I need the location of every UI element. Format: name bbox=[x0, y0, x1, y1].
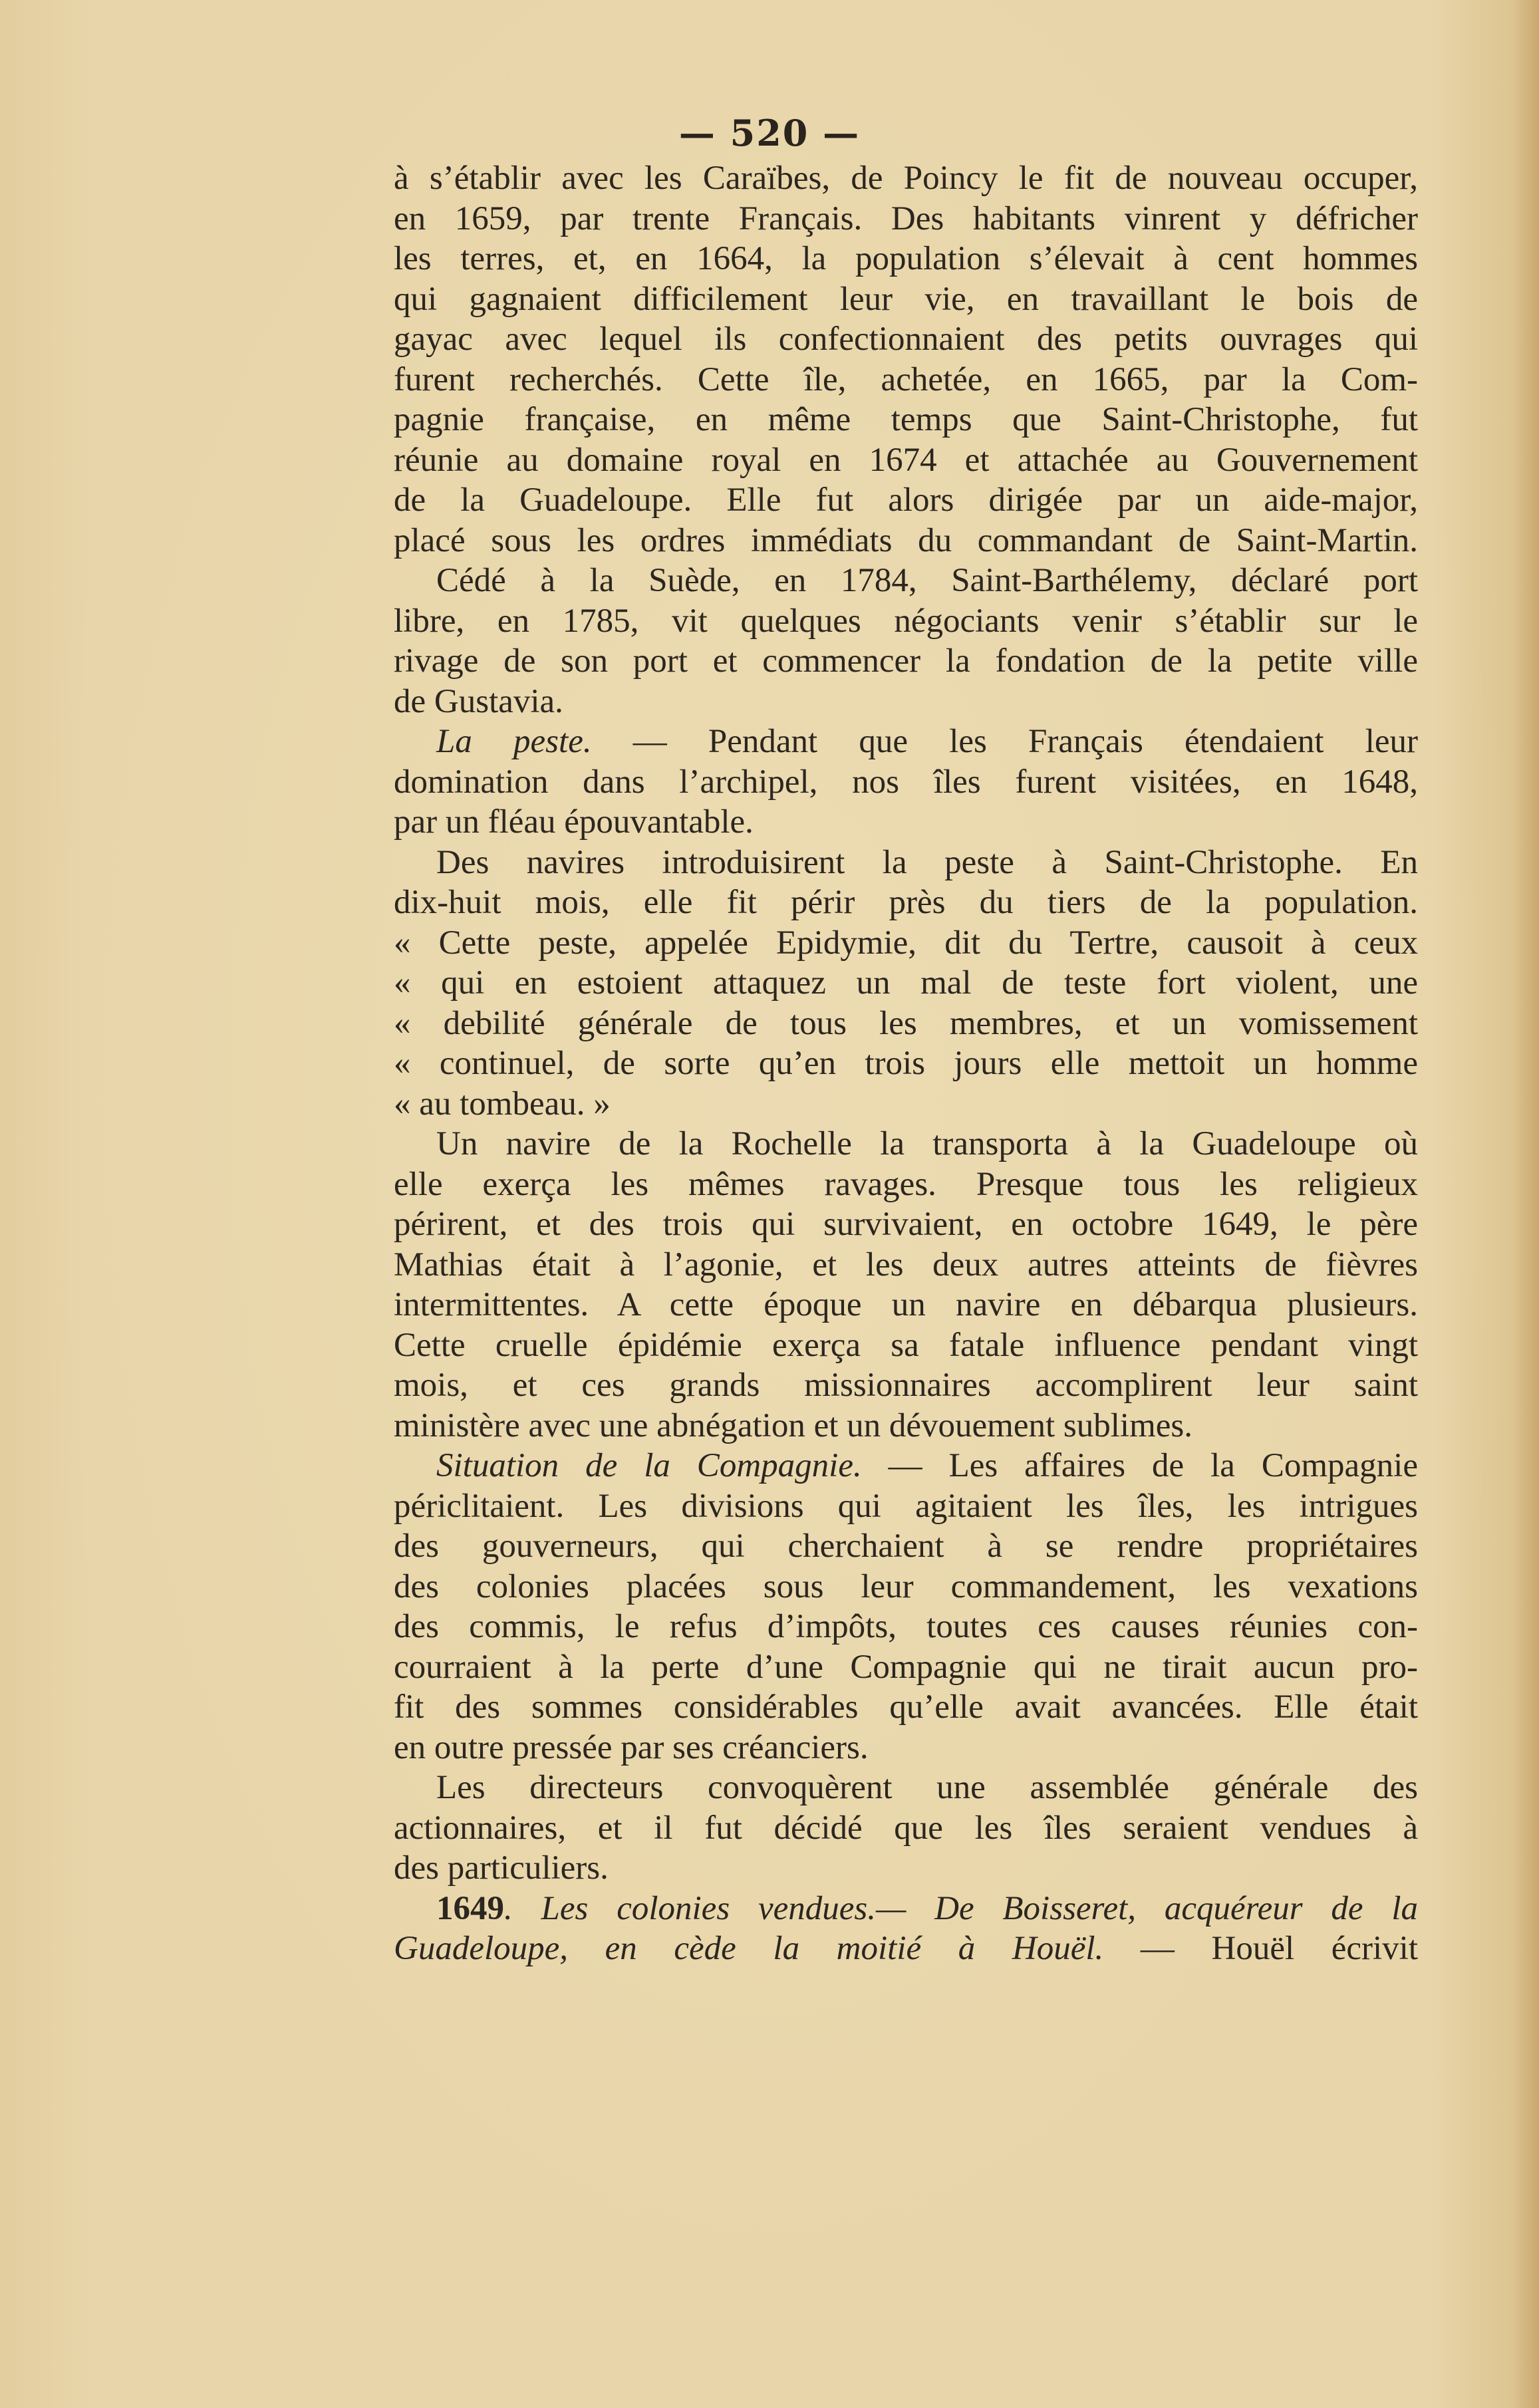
text-line: dix-huit mois, elle fit périr près du tiers de la population. bbox=[394, 884, 1418, 921]
text-line: « au tombeau. » bbox=[394, 1085, 611, 1123]
text-line: furent recherchés. Cette île, achetée, en 1665, par la Com- bbox=[394, 360, 1418, 398]
rubric-peste: La peste. bbox=[436, 723, 592, 760]
text-line: de Gustavia. bbox=[394, 682, 563, 720]
final-line2-italic: Guadeloupe, en cède la moitié à Houël. bbox=[394, 1930, 1104, 1967]
text-line: des commis, le refus d’impôts, toutes ces causes réunies con- bbox=[394, 1608, 1418, 1645]
rubric-situation: Situation de la Compagnie. bbox=[436, 1447, 862, 1484]
final-heading: . Les colonies vendues.— De Boisseret, acquéreur de la bbox=[504, 1889, 1418, 1927]
text-line: courraient à la perte d’une Compagnie qui ne tirait aucun pro- bbox=[394, 1648, 1418, 1686]
text-line: des gouverneurs, qui cherchaient à se rendre propriétaires bbox=[394, 1528, 1418, 1565]
text-line: « Cette peste, appelée Epidymie, dit du Tertre, causoit à ceux bbox=[394, 924, 1418, 962]
text-line: Cédé à la Suède, en 1784, Saint-Barthélemy, déclaré port bbox=[436, 562, 1418, 599]
text-line: actionnaires, et il fut décidé que les îles seraient vendues à bbox=[394, 1809, 1418, 1847]
text-line: Mathias était à l’agonie, et les deux autres atteints de fièvres bbox=[394, 1246, 1418, 1283]
text-line: placé sous les ordres immédiats du commandant de Saint-Martin. bbox=[394, 521, 1418, 559]
text-line: réunie au domaine royal en 1674 et attachée au Gouvernement bbox=[394, 441, 1418, 479]
text-line: pagnie française, en même temps que Saint-Christophe, fut bbox=[394, 401, 1418, 438]
text-line: périclitaient. Les divisions qui agitaient les îles, les intrigues bbox=[394, 1487, 1418, 1525]
text-line: intermittentes. A cette époque un navire en débarqua plusieurs. bbox=[394, 1286, 1418, 1323]
text-line: de la Guadeloupe. Elle fut alors dirigée par un aide-major, bbox=[394, 481, 1418, 519]
final-year: 1649 bbox=[436, 1889, 504, 1927]
text-line: les terres, et, en 1664, la population s’élevait à cent hommes bbox=[394, 240, 1418, 277]
final-heading-line bbox=[394, 1889, 1418, 1929]
text-line: par un fléau épouvantable. bbox=[394, 803, 754, 841]
text-line: gayac avec lequel ils confectionnaient des petits ouvrages qui bbox=[394, 321, 1418, 358]
text-line: périrent, et des trois qui survivaient, en octobre 1649, le père bbox=[394, 1206, 1418, 1243]
text-line: ministère avec une abnégation et un dévouement sublimes. bbox=[394, 1406, 1192, 1444]
page-number: — 520 — bbox=[678, 112, 861, 154]
text-line: « continuel, de sorte qu’en trois jours elle mettoit un homme bbox=[394, 1045, 1418, 1082]
text-line: mois, et ces grands missionnaires accomplirent leur saint bbox=[394, 1367, 1418, 1404]
body-text bbox=[394, 158, 1418, 1969]
text-line: qui gagnaient difficilement leur vie, en travaillant le bois de bbox=[394, 280, 1418, 318]
text-line: en outre pressée par ses créanciers. bbox=[394, 1728, 869, 1766]
text-line: fit des sommes considérables qu’elle avait avancées. Elle était bbox=[394, 1688, 1418, 1726]
text-line: des particuliers. bbox=[394, 1849, 609, 1887]
text-line: des colonies placées sous leur commandement, les vexations bbox=[394, 1567, 1418, 1605]
text-line: libre, en 1785, vit quelques négociants venir s’établir sur le bbox=[394, 602, 1418, 640]
rubric-line-peste bbox=[394, 722, 1418, 762]
page-edge-shadow bbox=[1512, 0, 1539, 2408]
text-line: « debilité générale de tous les membres, et un vomissement bbox=[394, 1004, 1418, 1042]
final-line2-rest: — Houël écrivit bbox=[1103, 1930, 1418, 1967]
text-line: Un navire de la Rochelle la transporta à la Guadeloupe où bbox=[436, 1125, 1418, 1162]
rubric-situation-text: — Les affaires de la Compagnie bbox=[861, 1447, 1418, 1484]
text-line: en 1659, par trente Français. Des habitants vinrent y défricher bbox=[394, 200, 1418, 237]
text-line: « qui en estoient attaquez un mal de teste fort violent, une bbox=[394, 964, 1418, 1002]
text-line: à s’établir avec les Caraïbes, de Poincy le fit de nouveau occuper, bbox=[394, 160, 1418, 197]
rubric-line-situation bbox=[394, 1446, 1418, 1486]
text-line: Cette cruelle épidémie exerça sa fatale influence pendant vingt bbox=[394, 1326, 1418, 1364]
text-line: Les directeurs convoquèrent une assemblée générale des bbox=[436, 1769, 1418, 1806]
text-line: domination dans l’archipel, nos îles furent visitées, en 1648, bbox=[394, 763, 1418, 801]
text-line: rivage de son port et commencer la fondation de la petite ville bbox=[394, 642, 1418, 680]
text-line: Des navires introduisirent la peste à Saint-Christophe. En bbox=[436, 843, 1418, 881]
final-second-line bbox=[394, 1929, 1418, 1969]
rubric-peste-text: — Pendant que les Français étendaient leur bbox=[591, 723, 1418, 760]
text-line: elle exerça les mêmes ravages. Presque tous les religieux bbox=[394, 1165, 1418, 1203]
